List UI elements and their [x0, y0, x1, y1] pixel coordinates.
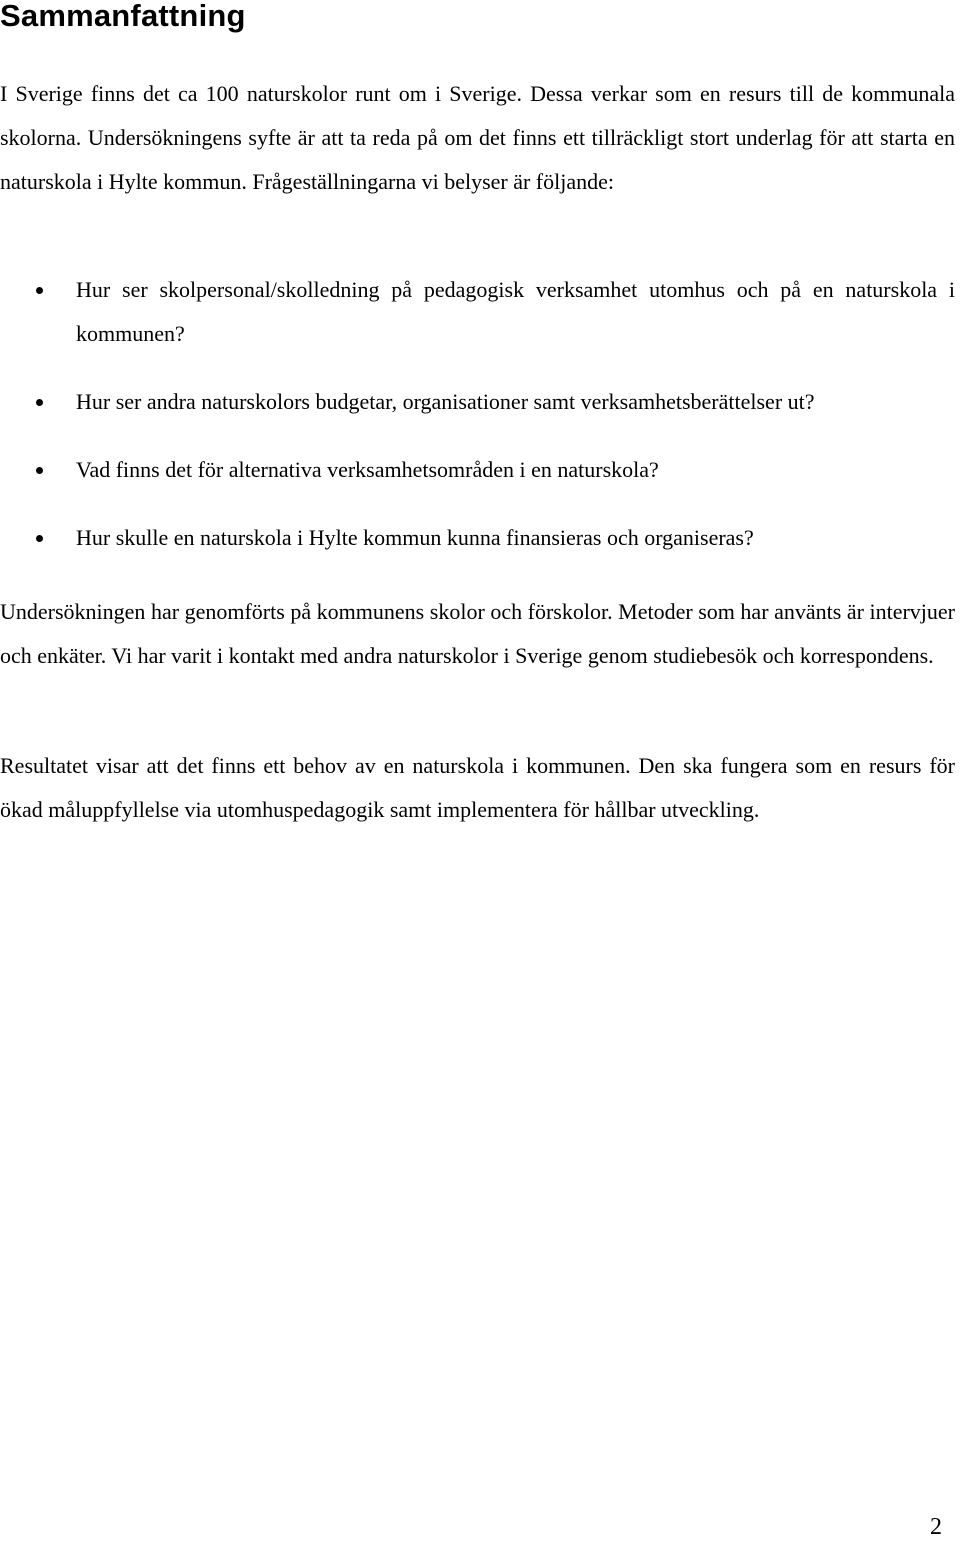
bullet-icon	[36, 467, 43, 474]
list-item	[0, 448, 955, 492]
bullet-icon	[36, 399, 43, 406]
result-paragraph: Resultatet visar att det finns ett behov av en naturskola i kommunen. Den ska fungera som en resurs för ökad måluppfyllelse via utomhuspedagogik samt implementera för hållbar utveckling.	[0, 753, 955, 822]
list-item-text: Vad finns det för alternativa verksamhetsområden i en naturskola?	[76, 457, 659, 482]
list-item	[0, 268, 955, 356]
intro-paragraph: I Sverige finns det ca 100 naturskolor runt om i Sverige. Dessa verkar som en resurs till de kommunala skolorna. Undersökningens syfte är att ta reda på om det finns ett tillräckligt stort underlag för att starta en naturskola i Hylte kommun. Frågeställningarna vi belyser är följande:	[0, 81, 955, 194]
page-title: Sammanfattning	[0, 0, 246, 33]
list-item-text: Hur ser andra naturskolors budgetar, organisationer samt verksamhetsberättelser ut?	[76, 389, 815, 414]
method-paragraph: Undersökningen har genomförts på kommunens skolor och förskolor. Metoder som har använts är intervjuer och enkäter. Vi har varit i kontakt med andra naturskolor i Sverige genom studiebesök och korrespondens.	[0, 599, 955, 668]
list-item	[0, 516, 955, 560]
list-item	[0, 380, 955, 424]
list-item-text: Hur ser skolpersonal/skolledning på pedagogisk verksamhet utomhus och på en naturskola i kommunen?	[76, 277, 955, 346]
bullet-icon	[36, 287, 43, 294]
research-questions-list	[0, 268, 955, 584]
page-number: 2	[930, 1514, 942, 1540]
bullet-icon	[36, 535, 43, 542]
list-item-text: Hur skulle en naturskola i Hylte kommun kunna finansieras och organiseras?	[76, 525, 754, 550]
